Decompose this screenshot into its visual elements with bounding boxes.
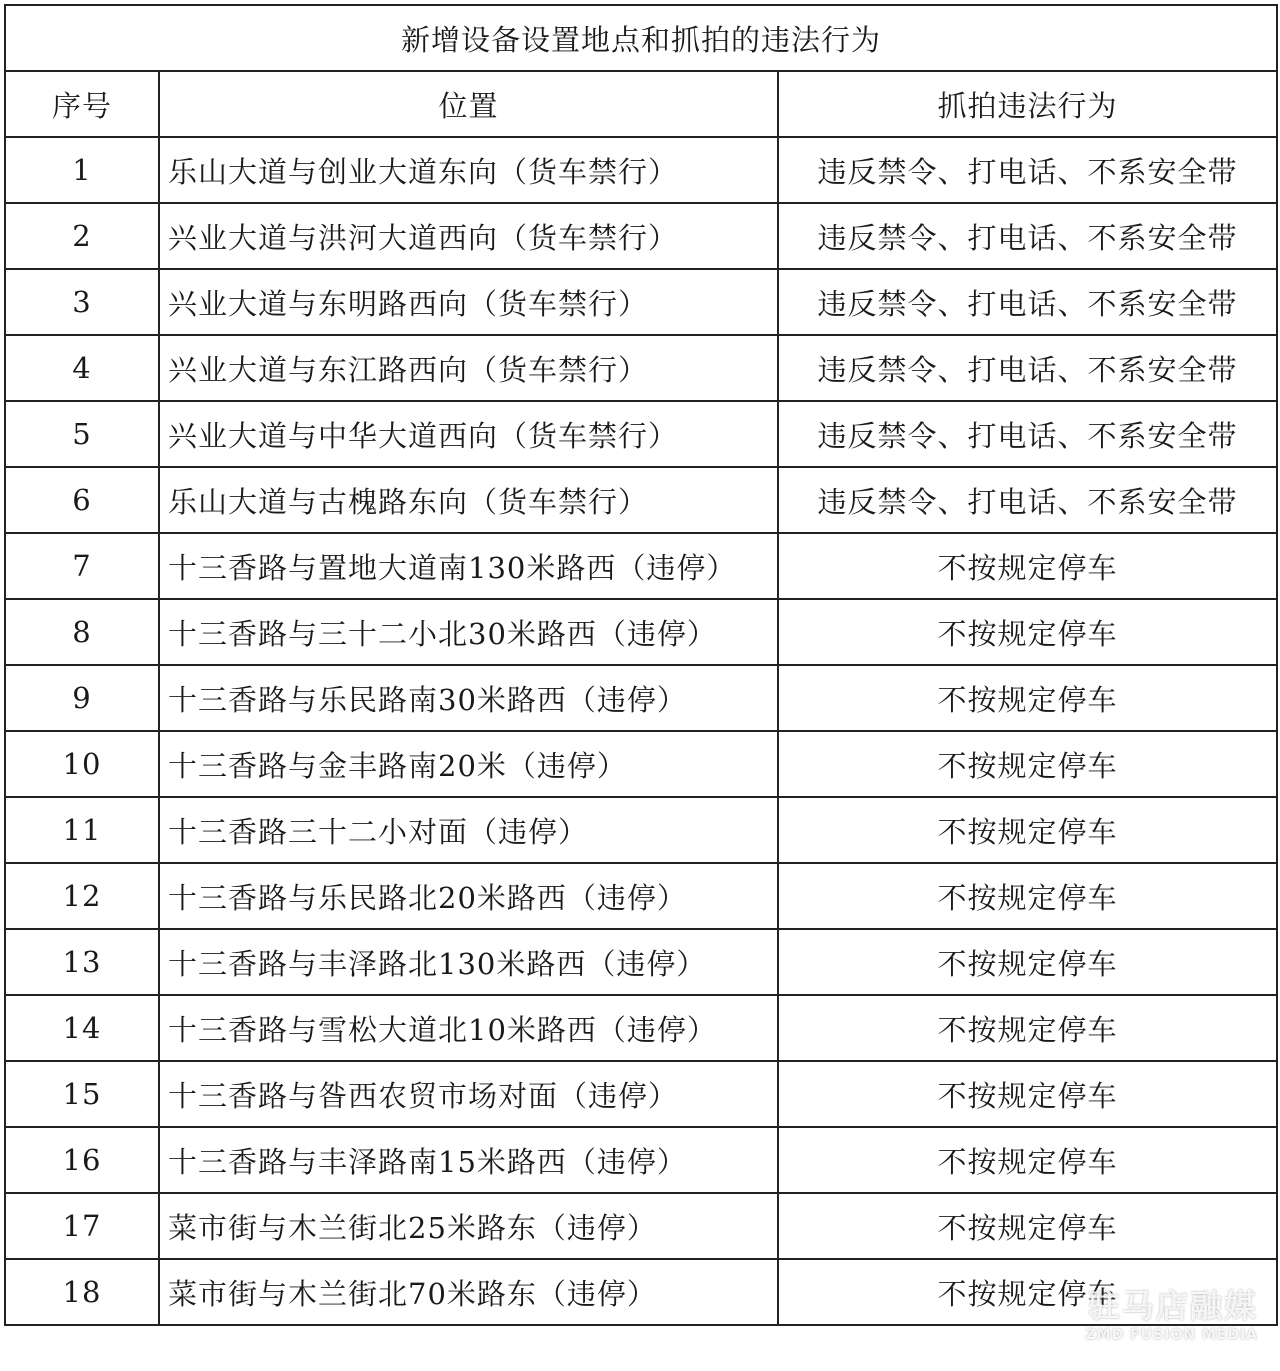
row-behavior: 不按规定停车	[778, 731, 1277, 797]
row-behavior: 违反禁令、打电话、不系安全带	[778, 401, 1277, 467]
header-number: 序号	[5, 71, 159, 137]
row-number: 7	[5, 533, 159, 599]
row-behavior: 不按规定停车	[778, 599, 1277, 665]
table-row	[5, 1061, 1277, 1127]
table-row	[5, 467, 1277, 533]
row-location: 菜市街与木兰街北25米路东（违停）	[159, 1193, 778, 1259]
row-behavior: 违反禁令、打电话、不系安全带	[778, 203, 1277, 269]
table-row	[5, 665, 1277, 731]
row-number: 5	[5, 401, 159, 467]
table-row	[5, 1127, 1277, 1193]
row-location: 十三香路与金丰路南20米（违停）	[159, 731, 778, 797]
row-number: 17	[5, 1193, 159, 1259]
violation-table	[4, 4, 1278, 1326]
table-row	[5, 401, 1277, 467]
row-location: 十三香路与雪松大道北10米路西（违停）	[159, 995, 778, 1061]
row-behavior: 不按规定停车	[778, 929, 1277, 995]
row-behavior: 不按规定停车	[778, 1259, 1277, 1325]
table-row	[5, 1259, 1277, 1325]
row-number: 4	[5, 335, 159, 401]
row-location: 十三香路与昝西农贸市场对面（违停）	[159, 1061, 778, 1127]
row-behavior: 违反禁令、打电话、不系安全带	[778, 467, 1277, 533]
table-title: 新增设备设置地点和抓拍的违法行为	[5, 5, 1277, 71]
row-number: 15	[5, 1061, 159, 1127]
row-number: 18	[5, 1259, 159, 1325]
table-row	[5, 203, 1277, 269]
table-row	[5, 599, 1277, 665]
row-behavior: 违反禁令、打电话、不系安全带	[778, 335, 1277, 401]
row-number: 1	[5, 137, 159, 203]
header-behavior: 抓拍违法行为	[778, 71, 1277, 137]
row-location: 兴业大道与洪河大道西向（货车禁行）	[159, 203, 778, 269]
row-number: 9	[5, 665, 159, 731]
row-location: 十三香路与三十二小北30米路西（违停）	[159, 599, 778, 665]
row-number: 16	[5, 1127, 159, 1193]
table-row	[5, 137, 1277, 203]
table-row	[5, 731, 1277, 797]
row-number: 14	[5, 995, 159, 1061]
row-number: 13	[5, 929, 159, 995]
row-location: 十三香路与置地大道南130米路西（违停）	[159, 533, 778, 599]
row-location: 十三香路与丰泽路南15米路西（违停）	[159, 1127, 778, 1193]
header-location: 位置	[159, 71, 778, 137]
row-behavior: 违反禁令、打电话、不系安全带	[778, 269, 1277, 335]
row-location: 乐山大道与古槐路东向（货车禁行）	[159, 467, 778, 533]
table-row	[5, 335, 1277, 401]
row-location: 十三香路与乐民路北20米路西（违停）	[159, 863, 778, 929]
row-number: 6	[5, 467, 159, 533]
row-number: 3	[5, 269, 159, 335]
row-location: 十三香路与丰泽路北130米路西（违停）	[159, 929, 778, 995]
row-location: 兴业大道与东江路西向（货车禁行）	[159, 335, 778, 401]
row-location: 兴业大道与中华大道西向（货车禁行）	[159, 401, 778, 467]
row-number: 12	[5, 863, 159, 929]
row-behavior: 违反禁令、打电话、不系安全带	[778, 137, 1277, 203]
row-behavior: 不按规定停车	[778, 1193, 1277, 1259]
table-row	[5, 995, 1277, 1061]
row-number: 2	[5, 203, 159, 269]
row-location: 十三香路与乐民路南30米路西（违停）	[159, 665, 778, 731]
row-behavior: 不按规定停车	[778, 797, 1277, 863]
row-location: 兴业大道与东明路西向（货车禁行）	[159, 269, 778, 335]
row-number: 11	[5, 797, 159, 863]
row-behavior: 不按规定停车	[778, 1061, 1277, 1127]
row-number: 10	[5, 731, 159, 797]
row-behavior: 不按规定停车	[778, 665, 1277, 731]
watermark-subtitle: ZMD FUSION MEDIA	[1085, 1327, 1258, 1343]
table-row	[5, 533, 1277, 599]
table-row	[5, 863, 1277, 929]
table-row	[5, 797, 1277, 863]
table-row	[5, 929, 1277, 995]
table-title-row	[5, 5, 1277, 71]
row-number: 8	[5, 599, 159, 665]
row-location: 乐山大道与创业大道东向（货车禁行）	[159, 137, 778, 203]
row-behavior: 不按规定停车	[778, 533, 1277, 599]
row-behavior: 不按规定停车	[778, 863, 1277, 929]
watermark-title: 驻马店融媒	[1087, 1287, 1258, 1325]
table-row	[5, 1193, 1277, 1259]
row-location: 十三香路三十二小对面（违停）	[159, 797, 778, 863]
table-header-row	[5, 71, 1277, 137]
row-behavior: 不按规定停车	[778, 1127, 1277, 1193]
table-row	[5, 269, 1277, 335]
row-location: 菜市街与木兰街北70米路东（违停）	[159, 1259, 778, 1325]
row-behavior: 不按规定停车	[778, 995, 1277, 1061]
